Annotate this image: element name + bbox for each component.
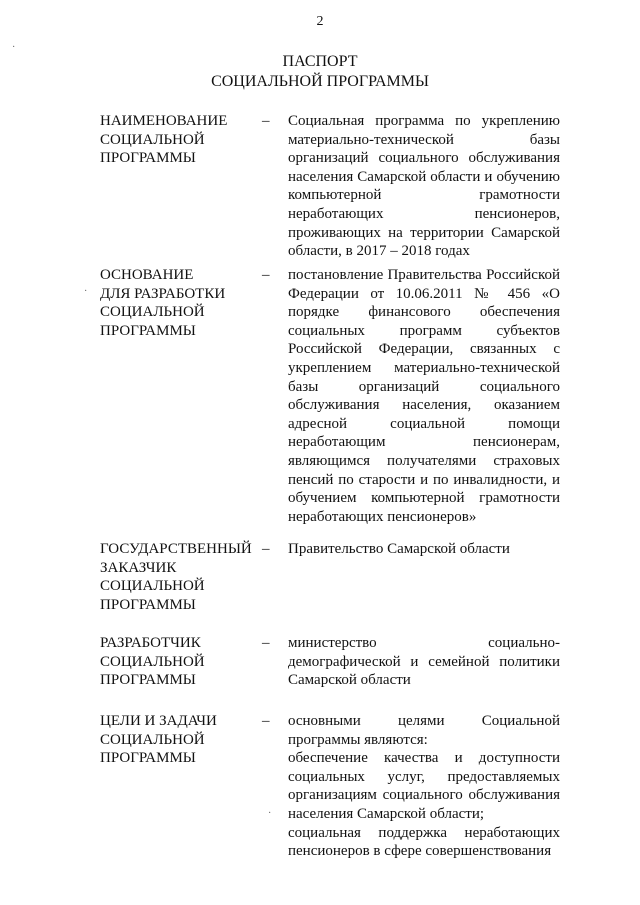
row-value: Правительство Самарской области [288,541,510,557]
row-label: ГОСУДАРСТВЕННЫЙ ЗАКАЗЧИК СОЦИАЛЬНОЙ ПРОГРАММЫ [100,541,252,613]
row-value: Социальная программа по укреплению материально-технической базы организаций социального обслуживания населения Самарской области и обучению компьютерной грамотности неработающих пенсионеров, проживающих на территории Самарской области, в 2017 – 2018 годах [288,113,560,260]
passport-row-developer [100,634,560,712]
page-title [0,52,640,92]
passport-row-customer [100,540,560,634]
passport-table [100,112,560,861]
row-value: основными целями Социальной программы являются: обеспечение качества и доступности социальных услуг, предоставляемых организациям социального обслуживания населения Самарской области; социальная поддержка неработающих пенсионеров в сфере совершенствования [288,713,560,860]
row-dash: – [262,541,270,557]
row-value: постановление Правительства Российской Федерации от 10.06.2011 № 456 «О порядке финансового обеспечения социальных программ субъектов Российской Федерации, связанных с укреплением материально-технической базы организаций социального обслуживания населения, оказанием адресной социальной помощи неработающим пенсионерам, являющимся получателями страховых пенсий по старости и по инвалидности, и обучением компьютерной грамотности неработающих пенсионеров» [288,267,560,525]
row-label: ЦЕЛИ И ЗАДАЧИ СОЦИАЛЬНОЙ ПРОГРАММЫ [100,713,217,767]
passport-row-basis [100,266,560,540]
row-dash: – [262,713,270,729]
title-line-1: ПАСПОРТ [282,53,358,70]
row-dash: – [262,635,270,651]
row-label: ОСНОВАНИЕ ДЛЯ РАЗРАБОТКИ СОЦИАЛЬНОЙ ПРОГРАММЫ [100,267,226,339]
title-line-2: СОЦИАЛЬНОЙ ПРОГРАММЫ [211,73,429,90]
row-dash: – [262,113,270,129]
scan-speck: · [12,42,16,53]
passport-row-name [100,112,560,266]
row-value: министерство социально-демографической и семейной политики Самарской области [288,635,560,689]
row-dash: – [262,267,270,283]
scan-speck: · [268,808,272,819]
row-label: НАИМЕНОВАНИЕ СОЦИАЛЬНОЙ ПРОГРАММЫ [100,113,228,167]
passport-row-goals [100,712,560,861]
scan-speck: · [84,286,88,297]
row-label: РАЗРАБОТЧИК СОЦИАЛЬНОЙ ПРОГРАММЫ [100,635,205,689]
page-number: 2 [316,14,324,29]
